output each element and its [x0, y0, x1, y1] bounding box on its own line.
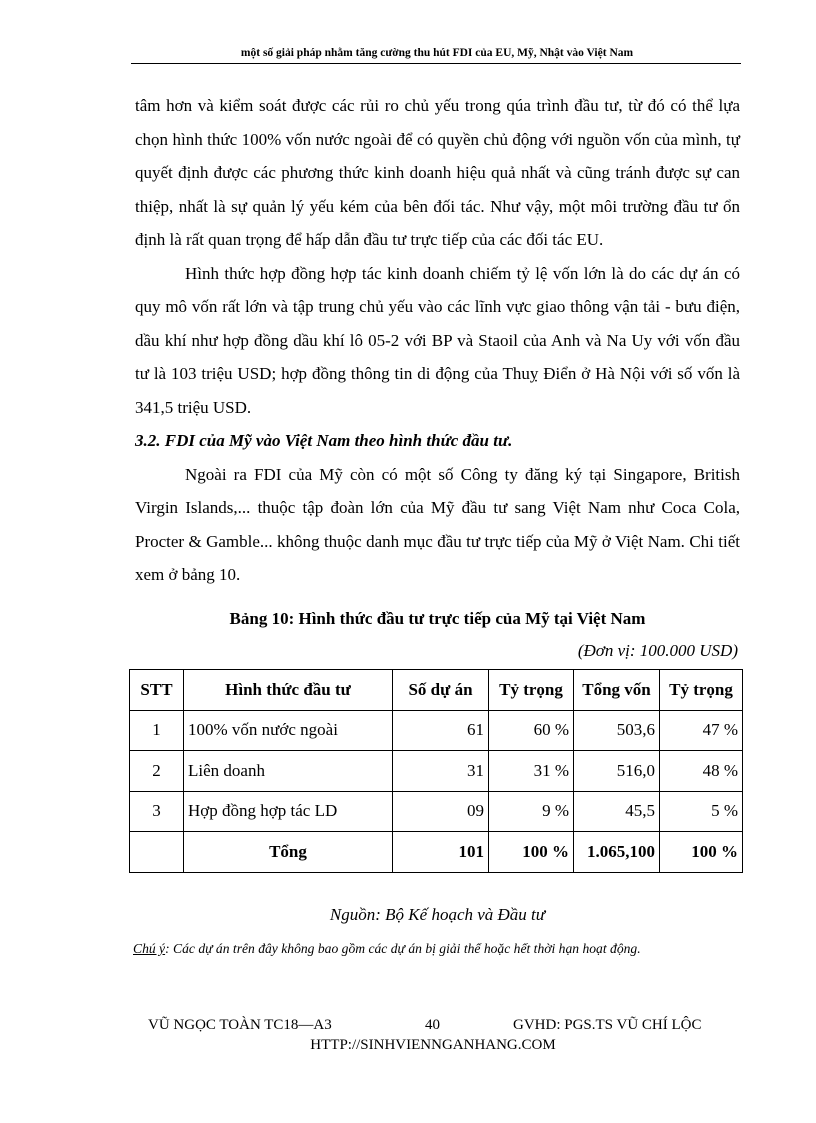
cell-total-capital: 45,5: [574, 791, 660, 832]
cell-capital-share: 5 %: [660, 791, 743, 832]
cell-project-share: 31 %: [489, 751, 574, 792]
cell-capital-share: 100 %: [660, 832, 743, 873]
cell-total-capital: 503,6: [574, 710, 660, 751]
header-divider: [131, 63, 741, 64]
table-header-row: [130, 670, 743, 711]
table-row: [130, 751, 743, 792]
cell-project-count: 09: [393, 791, 489, 832]
cell-project-count: 61: [393, 710, 489, 751]
running-header: một số giải pháp nhằm tăng cường thu hút FDI của EU, Mỹ, Nhật vào Việt Nam: [240, 47, 634, 59]
note-text: : Các dự án trên đây không bao gồm các dự án bị giải thể hoặc hết thời hạn hoạt động.: [165, 941, 641, 956]
header-project-share: Tỷ trọng: [489, 670, 574, 711]
paragraph-1: tâm hơn và kiểm soát được các rủi ro chủ yếu trong qúa trình đầu tư, từ đó có thể lựa chọn hình thức 100% vốn nước ngoài để có quyền chủ động với nguồn vốn của mình, tự quyết định được các phương thức kinh doanh hiệu quả nhất và cũng tránh được sự can thiệp, nhất là sự quản lý yếu kém của bên đối tác. Như vậy, một môi trường đầu tư ổn định là rất quan trọng để hấp dẫn đầu tư trực tiếp của các đối tác EU.: [135, 96, 740, 249]
cell-capital-share: 48 %: [660, 751, 743, 792]
header-total-capital: Tổng vốn: [574, 670, 660, 711]
header-investment-form: Hình thức đầu tư: [184, 670, 393, 711]
investment-form-table: [129, 669, 743, 873]
cell-total-label: Tổng: [184, 832, 393, 873]
header-project-count: Số dự án: [393, 670, 489, 711]
paragraph-3: Ngoài ra FDI của Mỹ còn có một số Công ty đăng ký tại Singapore, British Virgin Islands,... thuộc tập đoàn lớn của Mỹ đầu tư sang Việt Nam như Coca Cola, Procter & Gamble... không thuộc danh mục đầu tư trực tiếp của Mỹ ở Việt Nam. Chi tiết xem ở bảng 10.: [135, 464, 740, 584]
cell-project-count: 31: [393, 751, 489, 792]
cell-investment-form: 100% vốn nước ngoài: [184, 710, 393, 751]
cell-investment-form: Liên doanh: [184, 751, 393, 792]
cell-capital-share: 47 %: [660, 710, 743, 751]
page-number: 40: [425, 1017, 440, 1033]
note-label: Chú ý: [133, 941, 166, 956]
table-note: [133, 941, 743, 957]
cell-stt: 1: [130, 710, 184, 751]
table-row: [130, 710, 743, 751]
cell-project-share: 100 %: [489, 832, 574, 873]
cell-stt: 3: [130, 791, 184, 832]
footer-url: HTTP://SINHVIENNGANHANG.COM: [310, 1037, 556, 1053]
source-citation: Nguồn: Bộ Kế hoạch và Đầu tư: [329, 905, 546, 924]
cell-project-count: 101: [393, 832, 489, 873]
cell-stt: 2: [130, 751, 184, 792]
cell-project-share: 60 %: [489, 710, 574, 751]
section-heading: 3.2. FDI của Mỹ vào Việt Nam theo hình thức đầu tư.: [135, 431, 513, 450]
cell-total-capital: 516,0: [574, 751, 660, 792]
body-text: [135, 89, 740, 592]
cell-project-share: 9 %: [489, 791, 574, 832]
footer-author: VŨ NGỌC TOÀN TC18—A3: [148, 1017, 332, 1033]
cell-total-capital: 1.065,100: [574, 832, 660, 873]
cell-investment-form: Hợp đồng hợp tác LD: [184, 791, 393, 832]
table-unit: (Đơn vị: 100.000 USD): [577, 641, 738, 660]
table-total-row: [130, 832, 743, 873]
footer-advisor: GVHD: PGS.TS VŨ CHÍ LỘC: [513, 1017, 702, 1033]
table-caption: Bảng 10: Hình thức đầu tư trực tiếp của Mỹ tại Việt Nam: [229, 609, 646, 628]
cell-stt: [130, 832, 184, 873]
paragraph-2: Hình thức hợp đồng hợp tác kinh doanh chiếm tỷ lệ vốn lớn là do các dự án có quy mô vốn rất lớn và tập trung chủ yếu vào các lĩnh vực giao thông vận tải - bưu điện, dầu khí như hợp đồng dầu khí lô 05-2 với BP và Staoil của Anh và Na Uy với vốn đầu tư là 103 triệu USD; hợp đồng thông tin di động của Thuỵ Điển ở Hà Nội với số vốn là 341,5 triệu USD.: [135, 263, 740, 417]
table-row: [130, 791, 743, 832]
header-stt: STT: [130, 670, 184, 711]
header-capital-share: Tỷ trọng: [660, 670, 743, 711]
